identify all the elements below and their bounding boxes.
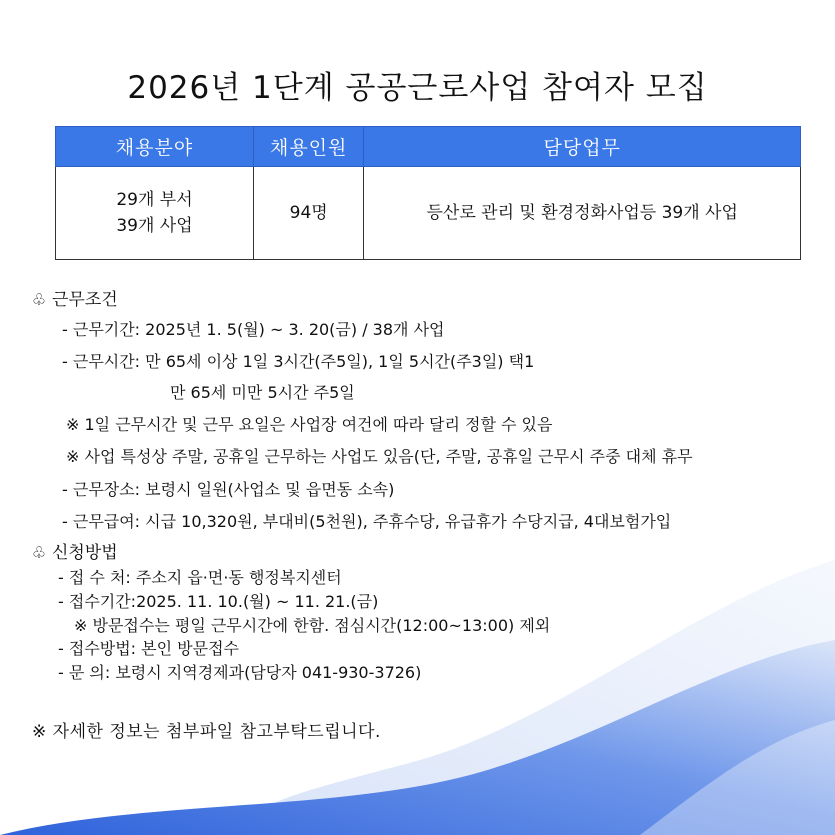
recruitment-table: [55, 126, 801, 260]
table-header-duty: 담당업무: [364, 127, 801, 167]
field-line-2: 39개 사업: [116, 216, 193, 236]
club-outline-icon: ♧: [31, 290, 47, 309]
work-hours-line-2: 만 65세 미만 5시간 주5일: [170, 383, 355, 402]
footer-note: ※ 자세한 정보는 첨부파일 참고부탁드립니다.: [32, 722, 381, 742]
field-line-1: 29개 부서: [116, 190, 193, 210]
apply-heading-row: [30, 538, 118, 563]
table-header-row: [56, 127, 801, 167]
table-header-count: 채용인원: [253, 127, 363, 167]
page-title: 2026년 1단계 공공근로사업 참여자 모집: [127, 70, 708, 106]
club-outline-icon: ♧: [31, 543, 47, 562]
table-header-field: 채용분야: [56, 127, 254, 167]
cell-duty: 등산로 관리 및 환경정화사업등 39개 사업: [364, 167, 801, 260]
work-period: - 근무기간: 2025년 1. 5(월) ~ 3. 20(금) / 38개 사업: [62, 320, 445, 339]
work-place: - 근무장소: 보령시 일원(사업소 및 읍면동 소속): [62, 480, 395, 499]
apply-office: - 접 수 처: 주소지 읍·면·동 행정복지센터: [58, 568, 342, 587]
apply-method: - 접수방법: 본인 방문접수: [58, 639, 239, 658]
weekend-note: ※ 사업 특성상 주말, 공휴일 근무하는 사업도 있음(단, 주말, 공휴일 근무시 주중 대체 휴무: [66, 447, 693, 466]
apply-heading: 신청방법: [52, 543, 118, 563]
apply-contact: - 문 의: 보령시 지역경제과(담당자 041-930-3726): [58, 663, 422, 682]
work-hours-line-1: - 근무시간: 만 65세 이상 1일 3시간(주5일), 1일 5시간(주3일) 택1: [62, 352, 535, 371]
conditions-heading: 근무조건: [52, 290, 118, 310]
cell-field: [56, 167, 254, 260]
conditions-heading-row: [30, 285, 118, 310]
apply-note: ※ 방문접수는 평일 근무시간에 한함. 점심시간(12:00~13:00) 제외: [74, 616, 551, 635]
apply-period: - 접수기간:2025. 11. 10.(월) ~ 11. 21.(금): [58, 592, 379, 611]
table-row: [56, 167, 801, 260]
work-pay: - 근무급여: 시급 10,320원, 부대비(5천원), 주휴수당, 유급휴가 수당지급, 4대보험가입: [62, 512, 672, 531]
work-hours-note: ※ 1일 근무시간 및 근무 요일은 사업장 여건에 따라 달리 정할 수 있음: [66, 415, 553, 434]
cell-count: 94명: [253, 167, 363, 260]
